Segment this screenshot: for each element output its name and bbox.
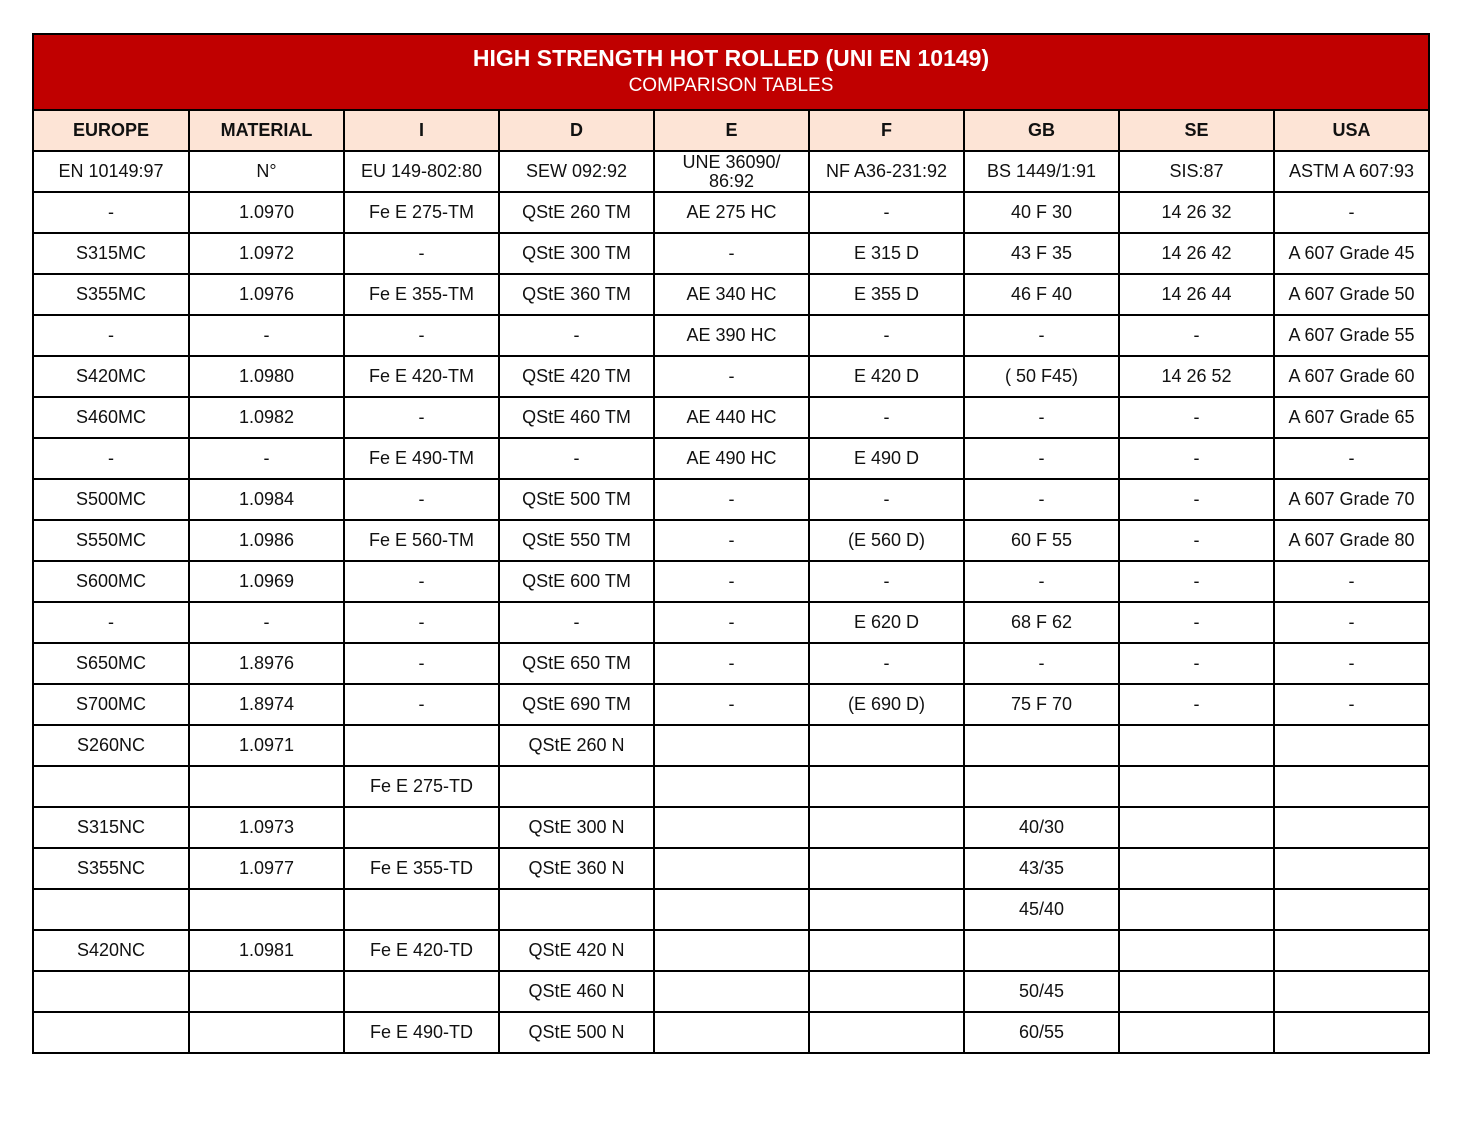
table-cell: 14 26 52 — [1119, 356, 1274, 397]
table-row — [34, 397, 1428, 438]
table-cell: - — [1274, 192, 1428, 233]
table-row — [34, 807, 1428, 848]
table-cell: - — [189, 438, 344, 479]
table-cell: - — [964, 479, 1119, 520]
table-row — [34, 725, 1428, 766]
table-cell — [189, 889, 344, 930]
table-cell — [344, 889, 499, 930]
table-cell: A 607 Grade 45 — [1274, 233, 1428, 274]
table-cell — [344, 725, 499, 766]
table-cell: 68 F 62 — [964, 602, 1119, 643]
table-cell: 14 26 44 — [1119, 274, 1274, 315]
table-cell — [344, 807, 499, 848]
table-cell: 1.0977 — [189, 848, 344, 889]
table-cell: - — [1119, 479, 1274, 520]
table-cell — [809, 971, 964, 1012]
table-cell — [654, 889, 809, 930]
table-cell: - — [1119, 643, 1274, 684]
table-cell — [1119, 971, 1274, 1012]
table-cell: AE 390 HC — [654, 315, 809, 356]
table-cell: - — [654, 602, 809, 643]
table-cell — [1119, 930, 1274, 971]
column-header-europe: EUROPE — [34, 111, 189, 151]
table-cell: - — [189, 315, 344, 356]
table-cell — [34, 889, 189, 930]
table-cell — [654, 930, 809, 971]
table-cell: 1.0980 — [189, 356, 344, 397]
column-header-e: E — [654, 111, 809, 151]
table-cell: - — [1274, 684, 1428, 725]
table-cell: - — [1274, 602, 1428, 643]
table-row — [34, 930, 1428, 971]
table-cell — [1274, 807, 1428, 848]
table-cell: N° — [189, 151, 344, 192]
table-cell: S550MC — [34, 520, 189, 561]
table-cell: - — [1119, 684, 1274, 725]
table-cell: S650MC — [34, 643, 189, 684]
table-cell: - — [964, 315, 1119, 356]
comparison-table — [34, 111, 1428, 1052]
table-cell: QStE 500 N — [499, 1012, 654, 1052]
table-row — [34, 192, 1428, 233]
table-cell: S355NC — [34, 848, 189, 889]
table-cell — [964, 930, 1119, 971]
table-cell: - — [344, 684, 499, 725]
table-cell — [654, 807, 809, 848]
table-cell: - — [1119, 438, 1274, 479]
table-row — [34, 1012, 1428, 1052]
page-title: HIGH STRENGTH HOT ROLLED (UNI EN 10149) — [472, 45, 990, 71]
table-cell: QStE 360 N — [499, 848, 654, 889]
table-cell: - — [1274, 561, 1428, 602]
table-cell: 1.0976 — [189, 274, 344, 315]
table-cell: - — [189, 602, 344, 643]
table-cell: 1.0986 — [189, 520, 344, 561]
table-row — [34, 561, 1428, 602]
table-body — [34, 151, 1428, 1052]
table-cell: A 607 Grade 65 — [1274, 397, 1428, 438]
table-cell: Fe E 355-TD — [344, 848, 499, 889]
table-cell: - — [344, 315, 499, 356]
table-cell: QStE 500 TM — [499, 479, 654, 520]
table-cell: 75 F 70 — [964, 684, 1119, 725]
table-cell — [964, 766, 1119, 807]
table-cell: 14 26 32 — [1119, 192, 1274, 233]
table-cell: - — [499, 602, 654, 643]
table-row — [34, 684, 1428, 725]
table-cell: S260NC — [34, 725, 189, 766]
table-cell: - — [654, 643, 809, 684]
table-cell: 14 26 42 — [1119, 233, 1274, 274]
table-cell: A 607 Grade 60 — [1274, 356, 1428, 397]
table-cell: - — [809, 561, 964, 602]
table-row — [34, 438, 1428, 479]
table-row — [34, 602, 1428, 643]
table-cell: QStE 300 TM — [499, 233, 654, 274]
table-cell — [34, 766, 189, 807]
table-cell: 1.0973 — [189, 807, 344, 848]
table-cell: 1.0981 — [189, 930, 344, 971]
table-cell — [34, 971, 189, 1012]
table-cell: A 607 Grade 80 — [1274, 520, 1428, 561]
table-cell: Fe E 560-TM — [344, 520, 499, 561]
table-cell: 40/30 — [964, 807, 1119, 848]
table-cell — [34, 1012, 189, 1052]
table-cell: - — [1119, 520, 1274, 561]
table-cell: Fe E 490-TM — [344, 438, 499, 479]
title-banner — [34, 35, 1428, 111]
table-cell: QStE 550 TM — [499, 520, 654, 561]
column-header-i: I — [344, 111, 499, 151]
table-cell: NF A36-231:92 — [809, 151, 964, 192]
table-cell — [809, 889, 964, 930]
table-cell: S315MC — [34, 233, 189, 274]
table-cell: 1.8974 — [189, 684, 344, 725]
table-cell: S355MC — [34, 274, 189, 315]
table-cell: - — [344, 479, 499, 520]
table-row — [34, 520, 1428, 561]
table-cell — [809, 1012, 964, 1052]
table-cell — [189, 1012, 344, 1052]
table-cell: QStE 600 TM — [499, 561, 654, 602]
table-cell: AE 340 HC — [654, 274, 809, 315]
table-cell — [1274, 766, 1428, 807]
table-cell: QStE 420 N — [499, 930, 654, 971]
table-cell: UNE 36090/ 86:92 — [654, 151, 809, 192]
table-row — [34, 356, 1428, 397]
table-cell: - — [654, 479, 809, 520]
table-cell — [1274, 971, 1428, 1012]
table-cell: S500MC — [34, 479, 189, 520]
table-cell — [809, 930, 964, 971]
table-cell: 1.0969 — [189, 561, 344, 602]
table-cell: A 607 Grade 70 — [1274, 479, 1428, 520]
comparison-sheet — [32, 33, 1430, 1054]
table-cell: S315NC — [34, 807, 189, 848]
table-cell: 1.0972 — [189, 233, 344, 274]
table-cell: 1.0970 — [189, 192, 344, 233]
table-cell: - — [964, 643, 1119, 684]
page-subtitle: COMPARISON TABLES — [628, 75, 834, 96]
table-cell: AE 275 HC — [654, 192, 809, 233]
column-header-f: F — [809, 111, 964, 151]
table-cell: S460MC — [34, 397, 189, 438]
table-cell: - — [654, 356, 809, 397]
table-cell: 46 F 40 — [964, 274, 1119, 315]
table-cell: 1.8976 — [189, 643, 344, 684]
table-cell: 60/55 — [964, 1012, 1119, 1052]
table-cell: Fe E 420-TD — [344, 930, 499, 971]
table-cell: - — [809, 397, 964, 438]
table-cell — [1119, 848, 1274, 889]
table-cell — [499, 889, 654, 930]
table-cell: Fe E 490-TD — [344, 1012, 499, 1052]
table-cell — [809, 725, 964, 766]
table-cell: - — [1119, 315, 1274, 356]
table-cell: QStE 460 TM — [499, 397, 654, 438]
table-cell: 50/45 — [964, 971, 1119, 1012]
table-row — [34, 233, 1428, 274]
table-cell — [1119, 807, 1274, 848]
table-header-row — [34, 111, 1428, 151]
table-cell: E 490 D — [809, 438, 964, 479]
table-cell: SEW 092:92 — [499, 151, 654, 192]
table-cell: 1.0971 — [189, 725, 344, 766]
table-cell: - — [1274, 438, 1428, 479]
table-cell: BS 1449/1:91 — [964, 151, 1119, 192]
table-cell: S600MC — [34, 561, 189, 602]
table-cell — [964, 725, 1119, 766]
table-cell: - — [964, 561, 1119, 602]
table-cell: - — [344, 397, 499, 438]
table-cell: - — [1274, 643, 1428, 684]
column-header-se: SE — [1119, 111, 1274, 151]
table-cell: - — [344, 643, 499, 684]
table-cell — [1119, 725, 1274, 766]
table-cell: AE 440 HC — [654, 397, 809, 438]
table-cell — [809, 807, 964, 848]
table-row — [34, 315, 1428, 356]
column-header-d: D — [499, 111, 654, 151]
table-cell: QStE 360 TM — [499, 274, 654, 315]
column-header-usa: USA — [1274, 111, 1428, 151]
table-row — [34, 151, 1428, 192]
table-cell — [1119, 889, 1274, 930]
table-row — [34, 971, 1428, 1012]
table-cell: - — [499, 438, 654, 479]
table-cell: EU 149-802:80 — [344, 151, 499, 192]
table-row — [34, 766, 1428, 807]
table-cell — [654, 766, 809, 807]
table-cell: - — [499, 315, 654, 356]
table-cell: QStE 650 TM — [499, 643, 654, 684]
table-cell — [1274, 725, 1428, 766]
table-cell: EN 10149:97 — [34, 151, 189, 192]
table-cell: 43/35 — [964, 848, 1119, 889]
table-cell — [654, 971, 809, 1012]
table-cell: 1.0982 — [189, 397, 344, 438]
table-cell: QStE 460 N — [499, 971, 654, 1012]
table-cell: - — [809, 192, 964, 233]
table-cell: - — [809, 315, 964, 356]
table-cell: - — [344, 602, 499, 643]
table-cell: S420NC — [34, 930, 189, 971]
table-cell — [809, 766, 964, 807]
table-cell: ASTM A 607:93 — [1274, 151, 1428, 192]
table-row — [34, 848, 1428, 889]
table-cell: - — [654, 684, 809, 725]
table-cell — [344, 971, 499, 1012]
table-cell: 1.0984 — [189, 479, 344, 520]
table-cell: Fe E 420-TM — [344, 356, 499, 397]
table-cell: 60 F 55 — [964, 520, 1119, 561]
table-cell: S700MC — [34, 684, 189, 725]
table-row — [34, 274, 1428, 315]
table-cell: - — [964, 397, 1119, 438]
table-cell: E 315 D — [809, 233, 964, 274]
table-cell: - — [654, 561, 809, 602]
table-cell: QStE 260 TM — [499, 192, 654, 233]
table-cell: - — [1119, 602, 1274, 643]
table-cell — [1274, 889, 1428, 930]
table-cell — [189, 766, 344, 807]
table-cell: E 620 D — [809, 602, 964, 643]
table-cell: 45/40 — [964, 889, 1119, 930]
table-row — [34, 889, 1428, 930]
table-cell — [1274, 930, 1428, 971]
table-cell: QStE 260 N — [499, 725, 654, 766]
table-cell: AE 490 HC — [654, 438, 809, 479]
table-cell: A 607 Grade 55 — [1274, 315, 1428, 356]
table-cell: - — [1119, 561, 1274, 602]
table-row — [34, 643, 1428, 684]
table-cell: QStE 690 TM — [499, 684, 654, 725]
table-cell: - — [344, 561, 499, 602]
table-cell: A 607 Grade 50 — [1274, 274, 1428, 315]
table-cell — [654, 1012, 809, 1052]
table-cell — [1274, 848, 1428, 889]
table-cell: - — [809, 479, 964, 520]
table-cell: - — [964, 438, 1119, 479]
table-cell: - — [654, 233, 809, 274]
table-cell: Fe E 275-TM — [344, 192, 499, 233]
column-header-material: MATERIAL — [189, 111, 344, 151]
table-cell: - — [34, 438, 189, 479]
table-cell — [1119, 1012, 1274, 1052]
table-cell: S420MC — [34, 356, 189, 397]
table-cell: - — [1119, 397, 1274, 438]
table-cell — [654, 848, 809, 889]
table-row — [34, 479, 1428, 520]
table-cell: - — [34, 602, 189, 643]
table-cell — [809, 848, 964, 889]
table-cell — [1274, 1012, 1428, 1052]
table-cell — [1119, 766, 1274, 807]
table-cell: QStE 300 N — [499, 807, 654, 848]
table-cell: 40 F 30 — [964, 192, 1119, 233]
table-cell: - — [344, 233, 499, 274]
table-cell — [499, 766, 654, 807]
table-cell: - — [34, 315, 189, 356]
table-cell: Fe E 355-TM — [344, 274, 499, 315]
table-cell: - — [654, 520, 809, 561]
table-cell: E 355 D — [809, 274, 964, 315]
column-header-gb: GB — [964, 111, 1119, 151]
table-cell: Fe E 275-TD — [344, 766, 499, 807]
table-cell — [189, 971, 344, 1012]
table-cell: - — [809, 643, 964, 684]
table-cell — [654, 725, 809, 766]
table-cell: (E 690 D) — [809, 684, 964, 725]
table-cell: - — [34, 192, 189, 233]
table-cell: SIS:87 — [1119, 151, 1274, 192]
table-cell: 43 F 35 — [964, 233, 1119, 274]
table-cell: QStE 420 TM — [499, 356, 654, 397]
table-cell: E 420 D — [809, 356, 964, 397]
table-cell: ( 50 F45) — [964, 356, 1119, 397]
table-cell: (E 560 D) — [809, 520, 964, 561]
